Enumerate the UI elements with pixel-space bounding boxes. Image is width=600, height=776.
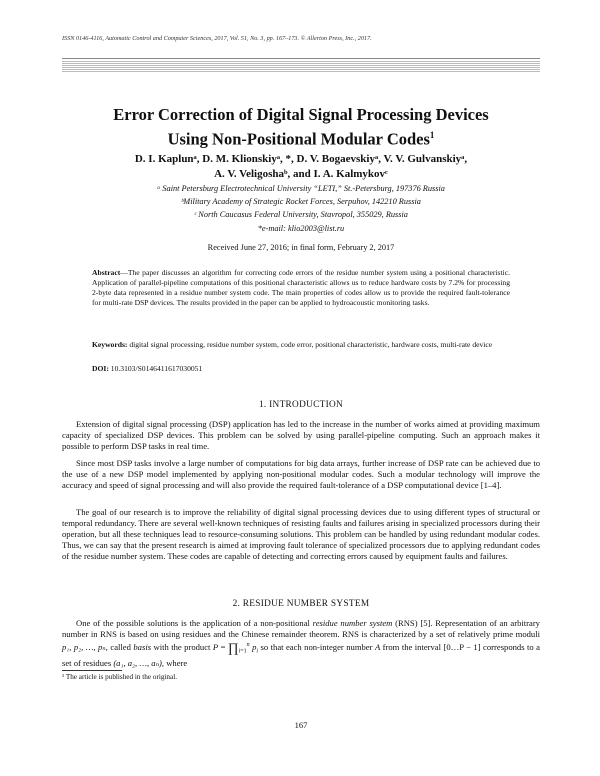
- affiliation-3: ᶜ North Caucasus Federal University, Stavropol, 355029, Russia: [194, 210, 408, 219]
- authors-line-2: A. V. Veligoshaᵇ, and I. A. Kalmykovᶜ: [214, 168, 388, 180]
- page-number: 167: [294, 720, 308, 730]
- interval-formula: [0…P − 1]: [443, 641, 481, 652]
- doi-label: DOI:: [92, 364, 109, 373]
- paragraph: Extension of digital signal processing (DSP) application has led to the increase in the number of works aimed at providing maximum capacity of specialized DSP devices. This problem can be solved by using parallel-pipeline computing. Such an approach makes it possible to perform DSP tasks in real time.: [62, 419, 540, 451]
- affiliation-2: ᵇMilitary Academy of Strategic Rocket Forces, Serpuhov, 142210 Russia: [181, 197, 421, 206]
- contact-email: *e-mail: klio2003@list.ru: [257, 224, 345, 233]
- keywords-label: Keywords:: [92, 340, 128, 349]
- section-heading-introduction: 1. INTRODUCTION: [258, 400, 344, 410]
- title-line-1: Error Correction of Digital Signal Processing Devices: [113, 105, 489, 124]
- title-footnote-mark: 1: [429, 130, 435, 140]
- title-line-2: Using Non-Positional Modular Codes$^1$: [167, 129, 435, 149]
- keywords: [92, 340, 510, 350]
- paragraph-rns: One of the possible solutions is the application of a non-positional residue number system (RNS) [5]. Representation of an arbitrary number in RNS is based on using residues and the Chinese remainder theorem. RNS is characterized by a set of relatively prime moduli p₁, p₂, …, pₙ, called basis with the product $P = \prod_{i=1}^n$ $p_i$ so that each non-integer number A from the interval [0…P − 1] corresponds to a set of residues (a₁, a₂, …, aₙ), where: [62, 618, 540, 668]
- authors-line-1: D. I. Kaplunᵃ, D. M. Klionskiyᵃ, *, D. V. Bogaevskiyᵃ, V. V. Gulvanskiyᵃ,: [134, 153, 468, 165]
- doi-value: 10.3103/S0146411617030051: [108, 364, 203, 373]
- journal-citation: ISSN 0146-4116, Automatic Control and Computer Sciences, 2017, Vol. 51, No. 3, pp. 167–173. © Allerton Press, Inc., 2017.: [62, 35, 372, 42]
- received-dates: Received June 27, 2016; in final form, February 2, 2017: [207, 243, 395, 252]
- product-formula: $P = \prod_{i=1}^n$ $p_i$: [212, 639, 259, 655]
- affiliation-1: ᵃ Saint Petersburg Electrotechnical University “LETI,” St.-Petersburg, 197376 Russia: [157, 184, 445, 193]
- footnote: ¹ The article is published in the original.: [62, 673, 177, 681]
- paragraph: Since most DSP tasks involve a large number of computations for big data arrays, further increase of DSP rate can be achieved due to the use of a new DSP model implemented by applying non-positional modular codes. Such a modular technology will improve the accuracy and speed of signal processing and will also provide the required fault-tolerance of a DSP computational device [1–4].: [62, 458, 540, 490]
- header-hatched-band: [62, 61, 540, 72]
- abstract-text: —The paper discusses an algorithm for correcting code errors of the residue number system using a positional characteristic. Application of parallel-pipeline computations of this positional characteristic allows us to reduce hardware costs by 7.2% for processing 2-byte data represented in a residue number system code. The main properties of codes allow us to provide the required fault-tolerance for multi-rate DSP devices. The results provided in the paper can be applied to hydroacoustic monitoring tasks.: [92, 268, 510, 307]
- residues-formula: (a₁, a₂, …, aₙ): [113, 657, 162, 668]
- footnote-rule: [62, 670, 122, 671]
- paragraph: The goal of our research is to improve the reliability of digital signal processing devices due to using different types of structural or temporal redundancy. There are several well-known techniques of resisting faults and failures arising in specialized processors during their operation, but all these techniques lead to resource-consuming solutions. This problem can be handled by using redundant modular codes. Thus, we can say that the present research is aimed at improving fault tolerance of specialized processors due to applying redundant codes of the residue number system. These codes are capable of detecting and correcting errors caused by equipment faults and failures.: [62, 507, 540, 561]
- author-list: [62, 152, 540, 182]
- abstract-label: Abstract: [92, 268, 121, 277]
- section-heading-rns: 2. RESIDUE NUMBER SYSTEM: [232, 599, 370, 609]
- emphasis-rns: residue number system: [312, 618, 393, 628]
- moduli-formula: p₁, p₂, …, pₙ: [62, 641, 106, 652]
- doi: [92, 364, 510, 373]
- abstract: [92, 268, 510, 308]
- header-rule: [62, 58, 540, 59]
- emphasis-basis: basis: [133, 641, 152, 652]
- paper-title: [62, 105, 540, 150]
- keywords-text: digital signal processing, residue number system, code error, positional characteristic, hardware costs, multi-rate device: [127, 340, 493, 349]
